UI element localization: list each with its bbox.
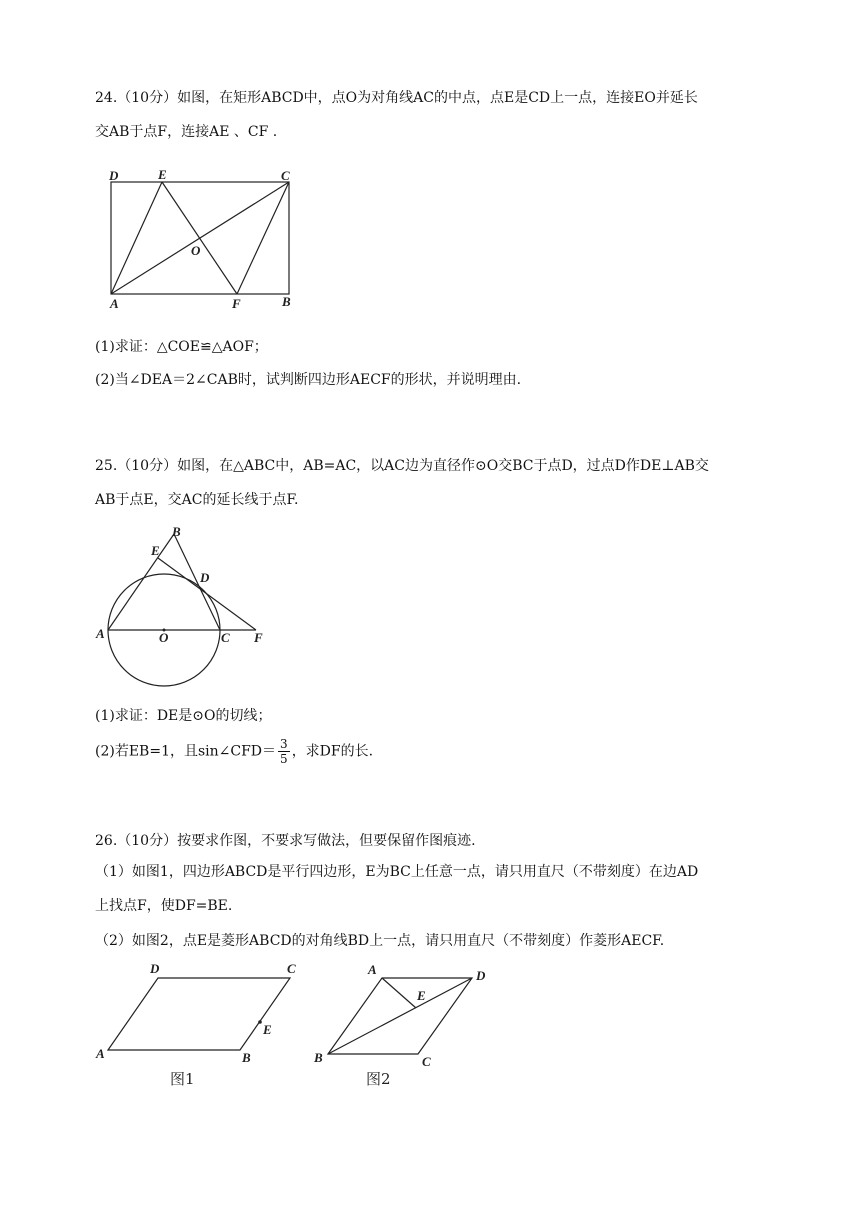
- label-o: O: [191, 243, 201, 258]
- label-c: C: [221, 630, 230, 645]
- label-d: D: [476, 968, 486, 983]
- fraction-denominator: 5: [280, 752, 288, 766]
- q26-text-line1: 26.（10分）按要求作图，不要求写做法，但要保留作图痕迹.: [95, 833, 476, 849]
- label-e: E: [158, 167, 167, 182]
- segment-ae: [382, 978, 416, 1008]
- label-b: B: [172, 524, 181, 539]
- q26-text-line4: （2）如图2，点E是菱形ABCD的对角线BD上一点，请只用直尺（不带刻度）作菱形AECF.: [95, 933, 665, 949]
- q25-text-line2: AB于点E，交AC的延长线于点F.: [95, 492, 299, 508]
- fraction-three-fifths: [278, 737, 290, 766]
- q24-text-line1: 24.（10分）如图，在矩形ABCD中，点O为对角线AC的中点，点E是CD上一点，连接EO并延长: [95, 90, 698, 106]
- figure-1-caption: 图1: [170, 1070, 195, 1088]
- label-b: B: [314, 1050, 323, 1065]
- label-d: D: [109, 168, 119, 183]
- label-f: F: [232, 296, 241, 311]
- q26-text-line3: 上找点F，使DF=BE.: [95, 898, 233, 914]
- q26-figure-2-rhombus: [310, 958, 510, 1093]
- label-e: E: [151, 543, 160, 558]
- label-e: E: [263, 1022, 272, 1037]
- q24-subquestion-1: (1)求证：△COE≌△AOF；: [95, 339, 268, 355]
- label-a: A: [110, 296, 119, 311]
- segment-ef: [158, 558, 256, 630]
- point-e: [258, 1020, 262, 1024]
- label-a: A: [96, 1046, 105, 1061]
- q25-sub2-prefix: (2)若EB=1，且sin∠CFD＝: [95, 743, 277, 760]
- q26-text-line2: （1）如图1，四边形ABCD是平行四边形，E为BC上任意一点，请只用直尺（不带刻度）在边AD: [95, 864, 699, 880]
- label-c: C: [422, 1054, 431, 1069]
- label-a: A: [368, 962, 377, 977]
- label-f: F: [254, 630, 263, 645]
- diagonal-bd: [328, 978, 472, 1054]
- segment-ef: [162, 182, 237, 294]
- q25-subquestion-1: (1)求证：DE是⊙O的切线；: [95, 708, 272, 724]
- q26-figure-1-parallelogram: [88, 958, 313, 1093]
- label-a: A: [96, 626, 105, 641]
- label-b: B: [242, 1050, 251, 1065]
- q24-subquestion-2: (2)当∠DEA＝2∠CAB时，试判断四边形AECF的形状，并说明理由.: [95, 372, 522, 388]
- segment-bc: [174, 534, 220, 630]
- label-e: E: [417, 988, 426, 1003]
- label-d: D: [200, 570, 210, 585]
- label-b: B: [282, 294, 291, 309]
- segment-ab: [108, 534, 174, 630]
- q24-rectangle-figure: [100, 160, 310, 315]
- segment-ae: [111, 182, 162, 294]
- label-c: C: [287, 961, 296, 976]
- label-d: D: [150, 961, 160, 976]
- q25-text-line1: 25.（10分）如图，在△ABC中，AB=AC，以AC边为直径作⊙O交BC于点D，过点D作DE⊥AB交: [95, 458, 709, 474]
- label-c: C: [281, 168, 290, 183]
- q25-circle-figure: [90, 520, 280, 692]
- figure-2-caption: 图2: [366, 1070, 391, 1088]
- fraction-numerator: 3: [280, 737, 288, 751]
- parallelogram-abcd: [108, 978, 290, 1050]
- q25-sub2-suffix: ，求DF的长.: [291, 743, 374, 760]
- q24-text-line2: 交AB于点F，连接AE 、CF .: [95, 124, 278, 140]
- label-o: O: [159, 630, 169, 645]
- q25-subquestion-2: [95, 737, 373, 766]
